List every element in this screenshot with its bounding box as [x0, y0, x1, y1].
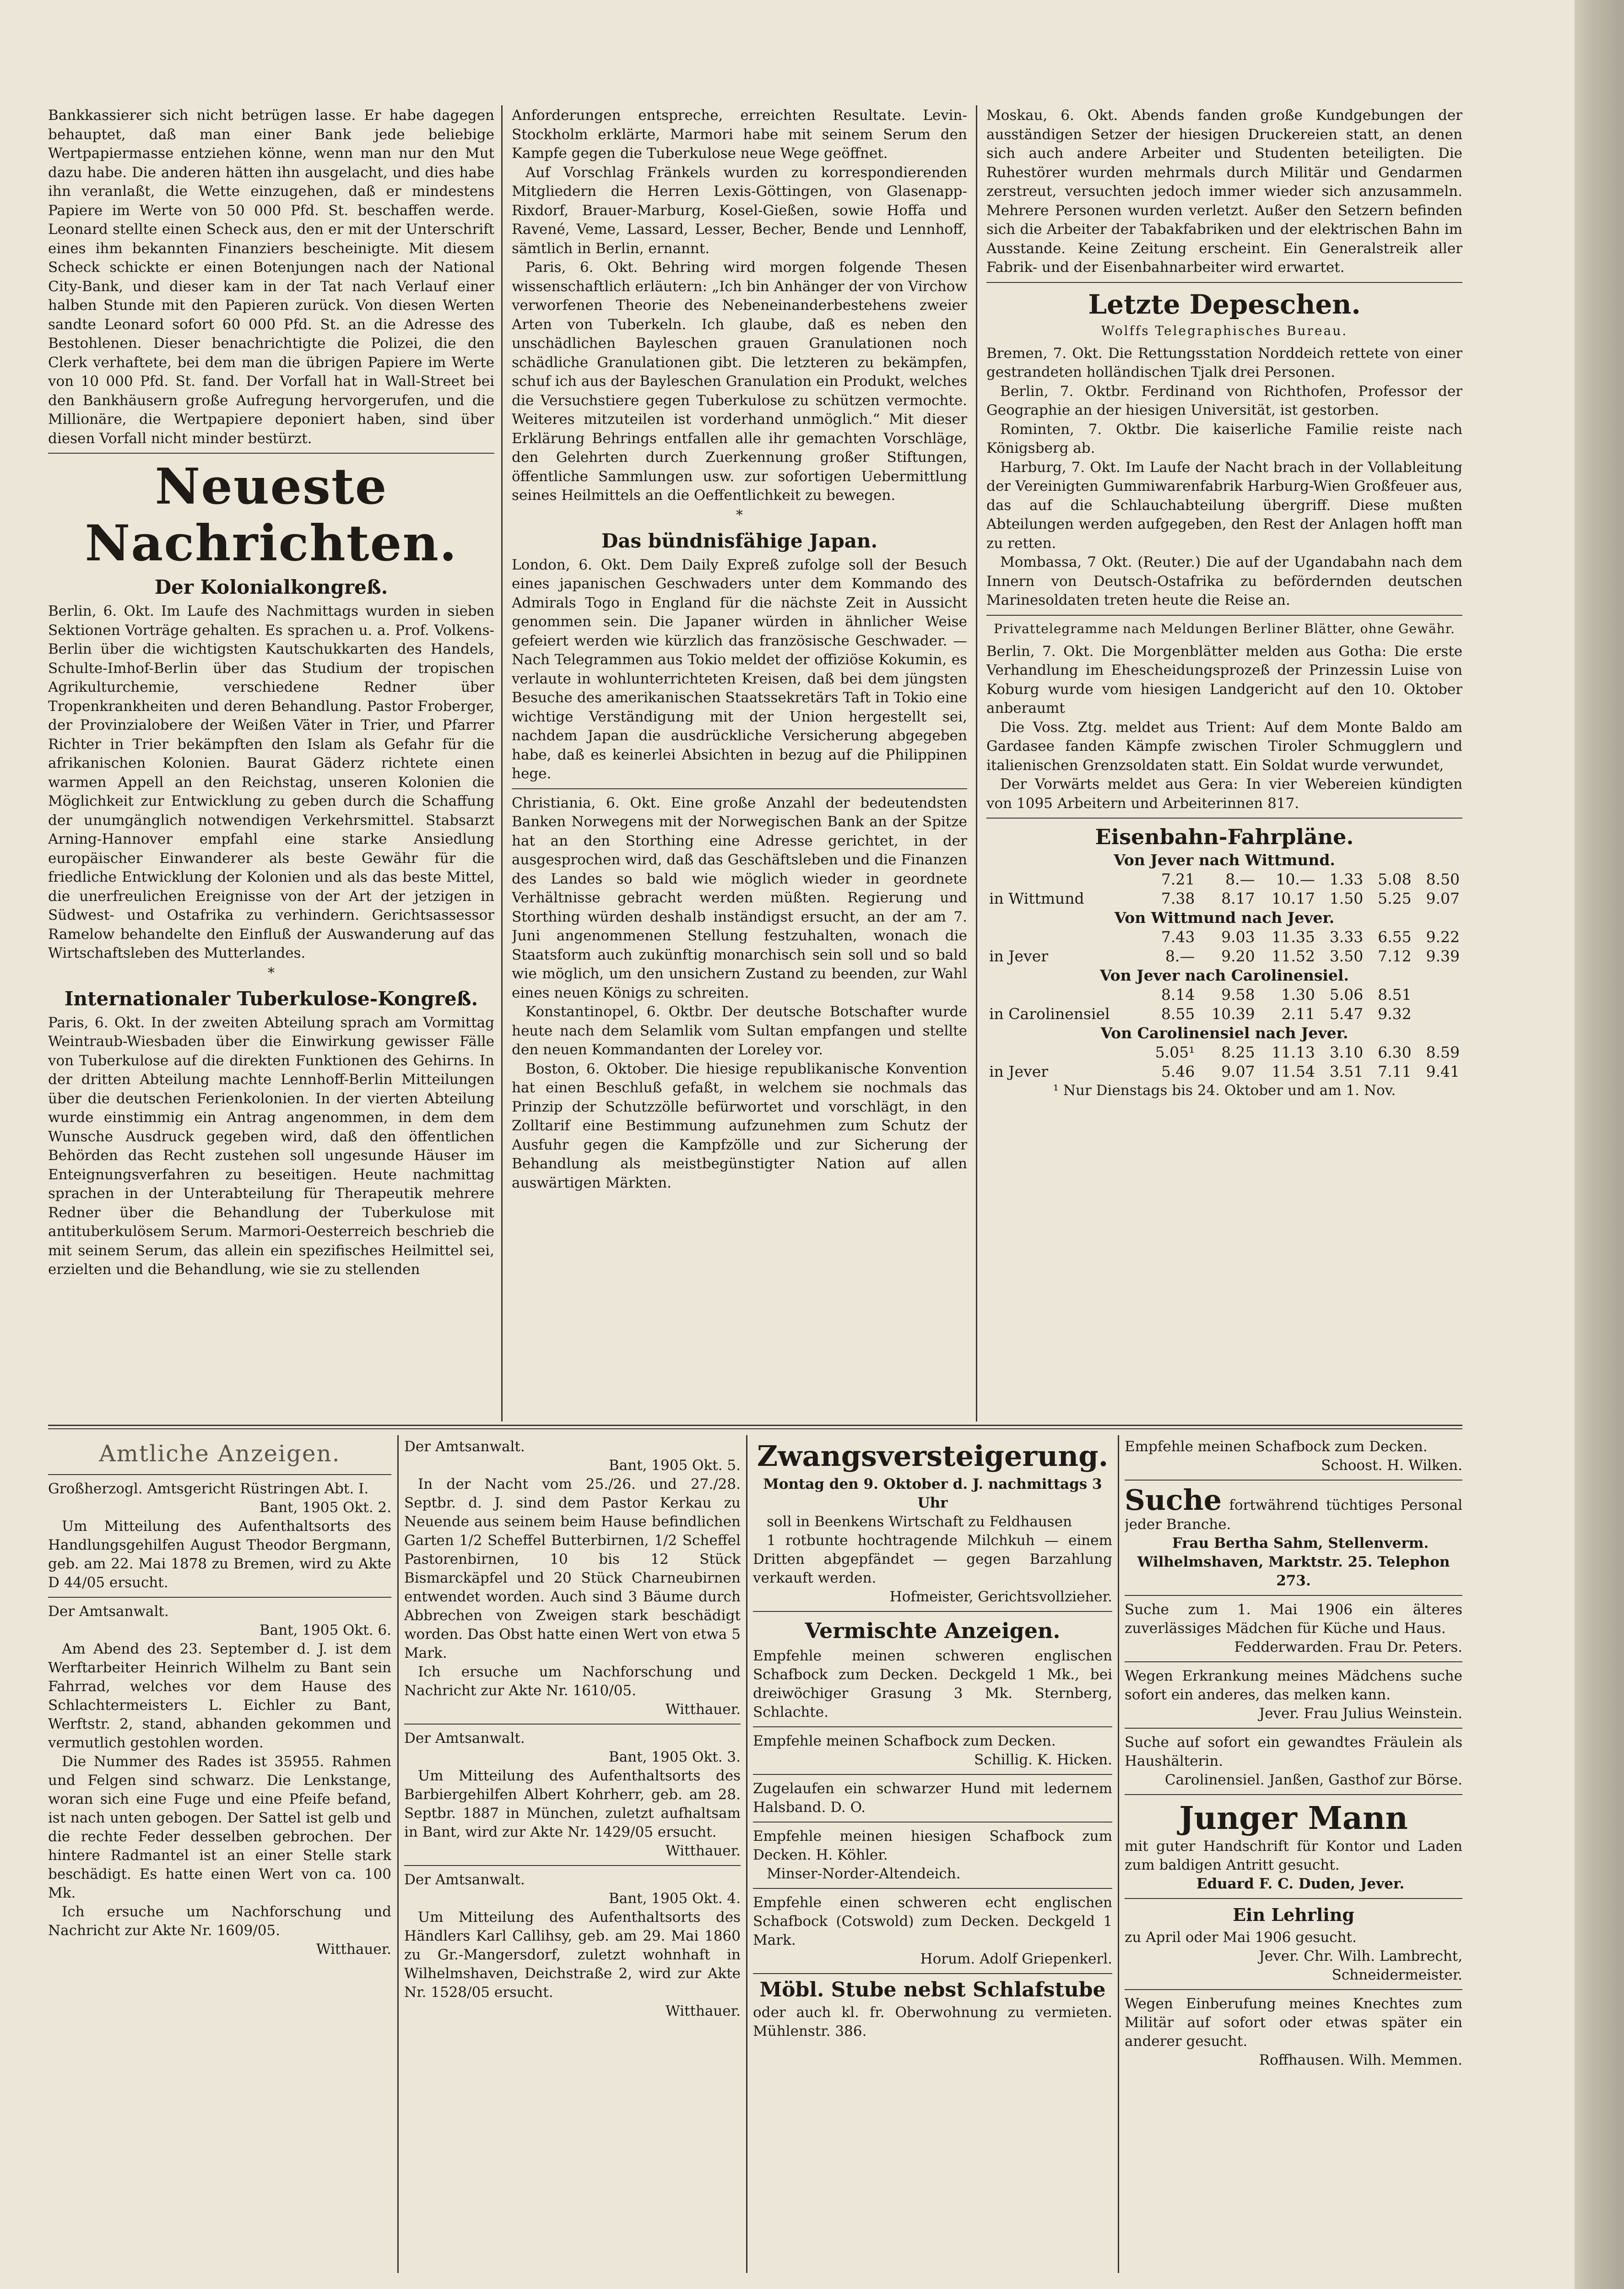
ad-signature: Fedderwarden. Frau Dr. Peters. — [1234, 1639, 1462, 1655]
ad-body: Empfehle meinen Schafbock zum Decken. — [753, 1733, 1056, 1749]
divider — [753, 1822, 1112, 1823]
column-3 — [986, 106, 1462, 1420]
kolonial-text: Berlin, 6. Okt. Im Laufe des Nachmittags wurden in sieben Sektionen Vorträge gehalten. Es sprachen u. a. Prof. Volkens-Berlin über die wichtigsten Kautschukkarten des Handels, Schulte-Imhof-Berlin über das Studium der tropischen Agrikulturchemie, verschiedene Redner über Tropenkrankheiten und deren Behandlung. Pastor Froberger, der Provinzialobere der Weißen Väter in Trier, und Pfarrer Richter in Trier bekämpften den Islam als Gefahr für die afrikanischen Kolonien. Baurat Gäderz richtete einen warmen Appell an den Reichstag, unseren Kolonien die Möglichkeit zur Entwicklung zu geben durch die Schaffung der unumgänglich notwendigen Verkehrsmittel. Stabsarzt Arning-Hannover empfahl eine starke Ansiedlung europäischer Einwanderer als beste Gewähr für die friedliche Entwicklung der Kolonien und als das beste Mittel, die unerfreulichen Ereignisse von der Art der jetzigen in Südwest- und Ostafrika zu verhindern. Gerichtsassessor Ramelow behandelte den Einfluß der Auswanderung auf das Wirtschaftsleben des Mutterlandes. — [48, 603, 494, 961]
depesche: Berlin, 7. Oktbr. Ferdinand von Richthofen, Professor der Geographie an der hiesigen Universität, ist gestorben. — [986, 383, 1462, 418]
ad-line: Der Amtsanwalt. — [404, 1871, 525, 1888]
divider — [48, 1474, 391, 1475]
time: 8.17 — [1221, 890, 1255, 907]
japan-text: London, 6. Okt. Dem Daily Expreß zufolge soll der Besuch eines japanischen Geschwaders unter dem Kommando des Admirals Togo in England für die nächste Zeit in Aussicht genommen sein. Die Japaner würden in ähnlicher Weise gefeiert werden wie kürzlich das französische Geschwader. — Nach Telegrammen aus Tokio meldet der offiziöse Kokumin, es verlaute in wohlunterrichteten Kreisen, daß bei dem jüngsten Besuche des amerikanischen Staatssekretärs Taft in Tokio eine wichtige Verständigung mit der Union hergestellt sei, nachdem Japan die ausdrückliche Versicherung abgegeben habe, daß es keinerlei Absichten in bezug auf die Philippinen hege. — [512, 556, 967, 782]
divider — [986, 818, 1462, 819]
article-continuation: Bankkassierer sich nicht betrügen lasse. Er habe dagegen behauptet, daß man einer Bank jede beliebige Wertpapiermasse entziehen könne, wenn man nur den Mut dazu habe. Die anderen hätten ihn ausgelacht, und dies habe ihn veranlaßt, die Wette einzugehen, daß er mindestens Papiere im Werte von 50 000 Pfd. St. beschaffen werde. Leonard stellte einen Scheck aus, den er mit der Unterschrift eines ihm bekannten Finanziers bescheinigte. Mit diesem Scheck schickte er einen Botenjungen nach der National City-Bank, und dieser kam in der Tat nach Verlauf einer halben Stunde mit den Papieren zurück. Von diesen Werten sandte Leonard sofort 60 000 Pfd. St. an die Adresse des Bestohlenen. Dieser benachrichtigte die Polizei, die den Clerk verhaftete, bei dem man die übrigen Papiere im Werte von 10 000 Pfd. St. fand. Der Vorfall hat in Wall-Street bei den Bankhäusern große Aufregung hervorgerufen, und die Millionäre, die Wertpapiere deponiert haben, sind über diesen Vorfall nicht minder bestürzt. — [48, 107, 494, 447]
fahrplan-title: Eisenbahn-Fahrpläne. — [1095, 824, 1354, 849]
ad-body: soll in Beenkens Wirtschaft zu Feldhausen — [767, 1513, 1072, 1530]
ad-signature: Horum. Adolf Griepenkerl. — [920, 1951, 1112, 1967]
empty-cell — [1414, 1004, 1462, 1024]
time: 10.17 — [1272, 890, 1315, 907]
vermischte-title: Vermischte Anzeigen. — [805, 1618, 1061, 1643]
time: 6.55 — [1378, 928, 1412, 946]
kolonial-title: Der Kolonialkongreß. — [154, 576, 388, 598]
ad-body: Ich ersuche um Nachforschung und Nachricht zur Akte Nr. 1610/05. — [404, 1664, 741, 1699]
empty-cell — [1414, 985, 1462, 1004]
column-rule-2 — [976, 105, 977, 1421]
section-title: Neueste Nachrichten. — [85, 458, 458, 572]
divider — [986, 615, 1462, 616]
ad-date: Bant, 1905 Okt. 2. — [259, 1499, 391, 1516]
ad-body: Wegen Erkrankung meines Mädchens suche sofort ein anderes, das melken kann. — [1125, 1668, 1462, 1703]
ad-date: Bant, 1905 Okt. 5. — [608, 1457, 741, 1474]
time: 1.33 — [1329, 870, 1364, 888]
depeschen-subtitle: Wolffs Telegraphisches Bureau. — [1101, 323, 1348, 338]
time: 9.22 — [1426, 928, 1460, 946]
timetable-row — [986, 889, 1462, 908]
divider — [1125, 1595, 1462, 1596]
moebl-title: Möbl. Stube nebst Schlafstube — [759, 1978, 1106, 2002]
ads-rule-3 — [1118, 1435, 1119, 2273]
station — [986, 985, 1142, 1004]
time: 8.— — [1225, 870, 1255, 888]
time: 9.20 — [1221, 947, 1255, 965]
section-rule-2 — [48, 1428, 1462, 1429]
time: 5.05¹ — [1155, 1043, 1195, 1061]
timetable-section-title: Von Jever nach Carolinensiel. — [1100, 966, 1349, 984]
ad-body: 1 rotbunte hochtragende Milchkuh — einem Dritten abgepfändet — gegen Barzahlung verkauft werden. — [753, 1532, 1112, 1586]
divider — [512, 788, 967, 789]
time: 9.03 — [1221, 928, 1255, 946]
suche-text: fortwährend tüchtiges Personal jeder Branche. — [1125, 1497, 1462, 1533]
ad-signature: Eduard F. C. Duden, Jever. — [1196, 1876, 1405, 1892]
ad-body: Um Mitteilung des Aufenthaltsorts des Händlers Karl Callihsy, geb. am 29. Mai 1860 zu Gr.-Mangersdorf, zuletzt wohnhaft in Wilhelmshaven, Deichstraße 2, wird zur Akte Nr. 1528/05 ersucht. — [404, 1909, 741, 2001]
paragraph: Auf Vorschlag Fränkels wurden zu korrespondierenden Mitgliedern die Herren Lexis-Göttingen, von Glasenapp-Rixdorf, Brauer-Marburg, Kosel-Gießen, sowie Hoffa und Ravené, Veme, Lassard, Lesser, Becher, Bende und Lennhoff, sämtlich in Berlin, ernannt. — [512, 164, 967, 257]
time: 9.07 — [1426, 890, 1460, 907]
ad-body: In der Nacht vom 25./26. und 27./28. Septbr. d. J. sind dem Pastor Kerkau zu Neuende aus seinem beim Hause befindlichen Garten 1/2 Scheffel Butterbirnen, 1/2 Scheffel Pastorenbirnen, 10 bis 12 Stück Bismarckäpfel und 20 Stück Charneubirnen entwendet worden. Auch sind 3 Bäume durch Abbrechen von Zweigen stark beschädigt worden. Das Obst hatte einen Wert von etwa 5 Mark. — [404, 1476, 741, 1661]
ad-body: Um Mitteilung des Aufenthaltsorts des Barbiergehilfen Albert Kohrherr, geb. am 28. Septbr. 1887 in München, zuletzt aufhaltsam in Bant, wird zur Akte Nr. 1429/05 ersucht. — [404, 1768, 741, 1840]
time: 7.38 — [1161, 890, 1195, 907]
time: 1.50 — [1329, 890, 1364, 907]
station — [986, 1043, 1142, 1062]
suche-ad — [1125, 1485, 1462, 1534]
timetable-row — [986, 928, 1462, 947]
private-telegram: Der Vorwärts meldet aus Gera: In vier Webereien kündigten von 1095 Arbeitern und Arbeiterinnen 817. — [986, 776, 1462, 812]
ad-body: Zugelaufen ein schwarzer Hund mit ledernem Halsband. D. O. — [753, 1780, 1112, 1816]
timetable — [986, 851, 1462, 1081]
ads-column-3 — [753, 1437, 1112, 2275]
time: 5.06 — [1329, 986, 1364, 1003]
paragraph: Konstantinopel, 6. Oktbr. Der deutsche Botschafter wurde heute nach dem Selamlik vom Sultan empfangen und stellte den neuen Kommandanten der Loreley vor. — [512, 1003, 967, 1058]
time: 9.58 — [1221, 986, 1255, 1003]
ad-signature: Jever. Frau Julius Weinstein. — [1259, 1705, 1462, 1722]
amtliche-title: Amtliche Anzeigen. — [99, 1440, 341, 1467]
ad-line: Der Amtsanwalt. — [404, 1730, 525, 1747]
depesche: Rominten, 7. Oktbr. Die kaiserliche Familie reiste nach Königsberg ab. — [986, 421, 1462, 456]
time: 10.— — [1276, 870, 1315, 888]
time: 5.25 — [1378, 890, 1412, 907]
ad-body: Wegen Einberufung meines Knechtes zum Militär auf sofort oder etwas später ein anderer gesucht. — [1125, 1996, 1462, 2050]
time: 3.33 — [1329, 928, 1364, 946]
divider — [404, 1724, 741, 1725]
ads-column-2 — [404, 1437, 741, 2275]
divider — [753, 1888, 1112, 1889]
column-2 — [512, 106, 967, 1420]
time: 3.50 — [1329, 947, 1364, 965]
time: 9.32 — [1378, 1005, 1412, 1023]
time: 7.11 — [1378, 1063, 1412, 1080]
timetable-row — [986, 1062, 1462, 1081]
column-1 — [48, 106, 494, 1420]
ad-date: Bant, 1905 Okt. 3. — [608, 1749, 741, 1765]
ad-signature: Schillig. K. Hicken. — [974, 1752, 1112, 1768]
depesche: Harburg, 7. Okt. Im Laufe der Nacht brach in der Vollableitung der Vereinigten Gummiwarenfabrik Harburg-Wien Großfeuer aus, das auf die Schlauchabteilung übergriff. Diese mußten Abteilungen werden aufgegeben, den Rest der Anlagen hofft man zu retten. — [986, 459, 1462, 552]
time: 6.30 — [1378, 1043, 1412, 1061]
divider — [1125, 1989, 1462, 1990]
junger-title: Junger Mann — [1179, 1800, 1408, 1837]
timetable-row — [986, 985, 1462, 1004]
japan-title: Das bündnisfähige Japan. — [601, 529, 878, 552]
separator-star: * — [736, 507, 743, 523]
ad-line: Montag den 9. Oktober d. J. nachmittags 3 Uhr — [763, 1476, 1102, 1511]
time: 2.11 — [1281, 1005, 1315, 1023]
divider — [1125, 1794, 1462, 1795]
time: 11.35 — [1272, 928, 1315, 946]
time: 5.46 — [1161, 1063, 1195, 1080]
ad-signature: Frau Bertha Sahm, Stellenverm. Wilhelmshaven, Marktstr. 25. Telephon 273. — [1137, 1535, 1450, 1589]
suche-word: Suche — [1125, 1483, 1222, 1517]
ad-signature: Roffhausen. Wilh. Memmen. — [1259, 2052, 1462, 2068]
timetable-footnote: ¹ Nur Dienstags bis 24. Oktober und am 1. Nov. — [1053, 1082, 1396, 1099]
ad-body: Empfehle einen schweren echt englischen Schafbock (Cotswold) zum Decken. Deckgeld 1 Mark. — [753, 1894, 1112, 1948]
depeschen-title: Letzte Depeschen. — [1088, 288, 1361, 320]
divider — [1125, 1898, 1462, 1899]
time: 7.21 — [1161, 870, 1195, 888]
ad-signature: Witthauer. — [665, 2003, 741, 2019]
ad-line: Der Amtsanwalt. — [48, 1603, 169, 1620]
ads-rule-1 — [397, 1435, 399, 2273]
time: 8.50 — [1426, 870, 1460, 888]
ad-body: Suche zum 1. Mai 1906 ein älteres zuverlässiges Mädchen für Küche und Haus. — [1125, 1601, 1462, 1637]
separator-star: * — [268, 965, 275, 981]
time: 11.13 — [1272, 1043, 1315, 1061]
time: 9.39 — [1426, 947, 1460, 965]
station: in Jever — [989, 1063, 1049, 1080]
ads-column-1 — [48, 1437, 391, 2275]
ad-signature: Schoost. H. Wilken. — [1321, 1457, 1462, 1474]
station — [986, 928, 1142, 947]
ad-line: Minser-Norder-Altendeich. — [767, 1866, 961, 1882]
ad-signature: Jever. Chr. Wilh. Lambrecht, Schneidermeister. — [1259, 1948, 1462, 1983]
ad-line: Großherzogl. Amtsgericht Rüstringen Abt. I. — [48, 1481, 369, 1497]
private-title: Privattelegramme nach Meldungen Berliner Blätter, ohne Gewähr. — [994, 621, 1455, 636]
timetable-section-title: Von Carolinensiel nach Jever. — [1100, 1024, 1348, 1042]
divider — [404, 1865, 741, 1866]
tuberkulose-title: Internationaler Tuberkulose-Kongreß. — [64, 987, 478, 1010]
ad-line: Der Amtsanwalt. — [404, 1438, 525, 1455]
section-rule — [48, 1425, 1462, 1426]
paragraph: Christiania, 6. Okt. Eine große Anzahl der bedeutendsten Banken Norwegens mit der Norwegischen Bank an der Spitze hat an den Storthing eine Adresse gerichtet, in der ausgesprochen wird, daß das Geschäftsleben und die Finanzen des Landes so bald wie möglich wieder in geordnete Verhältnisse gebracht werden müßten. Regierung und Storthing würden deshalb inständigst ersucht, an der am 7. Juni angenommenen Stellung festzuhalten, wonach die Staatsform auch zukünftig monarchisch sein soll und so bald wie möglich, um den unsichern Zustand zu beenden, zur Wahl eines neuen Königs zu schreiten. — [512, 794, 967, 1001]
ad-signature: Witthauer. — [665, 1701, 741, 1718]
paragraph: Boston, 6. Oktober. Die hiesige republikanische Konvention hat einen Beschluß gefaßt, in welchem sie nochmals das Prinzip der Schutzzölle befürwortet und vorschlägt, in den Zolltarif eine Bestimmung aufzunehmen zum Schutz der Ausfuhr gegen die Kampfzölle und zur Sicherung der Behandlung als meistbegünstigter Nation auf allen auswärtigen Märkten. — [512, 1060, 967, 1191]
ad-signature: Witthauer. — [316, 1941, 391, 1958]
ad-body: oder auch kl. fr. Oberwohnung zu vermieten. Mühlenstr. 386. — [753, 2004, 1112, 2039]
time: 3.51 — [1329, 1063, 1364, 1080]
depesche: Mombassa, 7 Okt. (Reuter.) Die auf der Ugandabahn nach dem Innern von Deutsch-Ostafrika zu befördernden deutschen Marinesoldaten treten heute die Reise an. — [986, 554, 1462, 608]
time: 11.54 — [1272, 1063, 1315, 1080]
time: 1.30 — [1281, 986, 1315, 1003]
ad-date: Bant, 1905 Okt. 4. — [608, 1890, 741, 1907]
ad-body: Suche auf sofort ein gewandtes Fräulein als Haushälterin. — [1125, 1734, 1462, 1769]
timetable-row — [986, 1043, 1462, 1062]
ad-date: Bant, 1905 Okt. 6. — [259, 1622, 391, 1638]
timetable-section-title: Von Jever nach Wittmund. — [1114, 851, 1335, 869]
ad-body: Am Abend des 23. September d. J. ist dem Werftarbeiter Heinrich Wilhelm zu Bant sein Fahrrad, welches vor dem Hause des Schlachtermeisters L. Eichler zu Bant, Werftstr. 2, stand, abhanden gekommen und vermutlich gestohlen worden. — [48, 1641, 391, 1751]
time: 8.55 — [1161, 1005, 1195, 1023]
divider — [753, 1774, 1112, 1775]
time: 8.— — [1165, 947, 1195, 965]
divider — [1125, 1480, 1462, 1481]
divider — [1125, 1728, 1462, 1729]
timetable-row — [986, 947, 1462, 966]
ad-signature: Hofmeister, Gerichtsvollzieher. — [889, 1589, 1112, 1605]
ad-body: zu April oder Mai 1906 gesucht. — [1125, 1929, 1357, 1946]
divider — [986, 282, 1462, 283]
paragraph: Anforderungen entspreche, erreichten Resultate. Levin-Stockholm erklärte, Marmori habe mit seinem Serum den Kampfe gegen die Tuberkulose neue Wege geöffnet. — [512, 107, 967, 162]
time: 10.39 — [1212, 1005, 1255, 1023]
divider — [753, 1611, 1112, 1612]
ad-signature: Witthauer. — [665, 1843, 741, 1859]
time: 8.14 — [1161, 986, 1195, 1003]
time: 5.08 — [1378, 870, 1412, 888]
ad-body: Empfehle meinen schweren englischen Schafbock zum Decken. Deckgeld 1 Mk., bei dreiwöchiger Grasung 3 Mk. Sternberg, Schlachte. — [753, 1648, 1112, 1720]
station: in Jever — [989, 947, 1049, 965]
lehrling-title: Ein Lehrling — [1233, 1904, 1354, 1925]
divider — [1125, 1661, 1462, 1662]
timetable-section-title: Von Wittmund nach Jever. — [1114, 909, 1335, 927]
time: 8.25 — [1221, 1043, 1255, 1061]
ad-body: Ich ersuche um Nachforschung und Nachricht zur Akte Nr. 1609/05. — [48, 1904, 391, 1939]
station: in Wittmund — [989, 890, 1084, 907]
ad-body: Empfehle meinen Schafbock zum Decken. — [1125, 1438, 1428, 1455]
station: in Carolinensiel — [989, 1005, 1110, 1023]
page-edge — [1575, 0, 1624, 2289]
divider — [753, 1726, 1112, 1727]
divider — [48, 1597, 391, 1598]
column-rule-1 — [501, 105, 503, 1421]
moskau-text: Moskau, 6. Okt. Abends fanden große Kundgebungen der ausständigen Setzer der hiesigen Druckereien statt, an denen sich auch andere Arbeiter und Studenten beteiligten. Die Ruhestörer wurden mehrmals durch Militär und Gendarmen zerstreut, versuchten jedoch immer wieder sich anzusammeln. Mehrere Personen wurden verletzt. Außer den Setzern befinden sich die Arbeiter der Tabakfabriken und der elektrischen Bahn im Ausstande. Keine Zeitung erscheint. Ein Generalstreik aller Fabrik- und der Eisenbahnarbeiter wird erwartet. — [986, 107, 1462, 276]
ad-signature: Carolinensiel. Janßen, Gasthof zur Börse. — [1164, 1772, 1462, 1788]
time: 7.12 — [1378, 947, 1412, 965]
timetable-row — [986, 870, 1462, 889]
time: 9.41 — [1426, 1063, 1460, 1080]
time: 8.59 — [1426, 1043, 1460, 1061]
time: 11.52 — [1272, 947, 1315, 965]
tuberkulose-text: Paris, 6. Okt. In der zweiten Abteilung sprach am Vormittag Weintraub-Wiesbaden über die Einwirkung gewisser Fälle von Tuberkulose auf die direkten Funktionen des Gehirns. In der dritten Abteilung machte Lennhoff-Berlin Mitteilungen über die deutschen Ferienkolonien. In der vierten Abteilung wurde einstimmig ein Antrag angenommen, in dem dem Wunsche Ausdruck gegeben wird, daß den öffentlichen Behörden das Recht zustehen soll ungesunde Häuser im Enteignungsverfahren zu beseitigen. Heute nachmittag sprachen in der Unterabteilung für Therapeutik mehrere Redner über die Behandlung der Tuberkulose mit antituberkulösem Serum. Marmori-Oesterreich beschrieb die mit seinem Serum, das allein ein spezifisches Heilmittel sei, erzielten und die Behandlung, wie sie zu stellenden — [48, 1014, 494, 1278]
ad-body: Um Mitteilung des Aufenthaltsorts des Handlungsgehilfen August Theodor Bergmann, geb. am 22. Mai 1878 zu Bremen, wird zu Akte D 44/05 ersucht. — [48, 1518, 391, 1591]
divider — [48, 453, 494, 454]
paragraph: Paris, 6. Okt. Behring wird morgen folgende Thesen wissenschaftlich erläutern: „Ich bin Anhänger der von Virchow verworfenen Theorie des Nebeneinanderbestehens zweier Arten von Tuberkeln. Ich glaube, daß es neben den unschädlichen Bayleschen grauen Granulationen noch schädliche Granulationen gibt. Die letzteren zu bekämpfen, schuf ich aus der Bayleschen Granulation ein Produkt, welches die Versuchstiere gegen Tuberkulose zu schützen vermochte. Weiteres mitzuteilen ist vorderhand unmöglich.“ Mit dieser Erklärung Behrings entfallen alle ihr gemachten Vorschläge, den Gelehrten durch Zuerkennung großer Stiftungen, öffentliche Sammlungen usw. zur sofortigen Uebermittlung seines Heilmittels an die Oeffentlichkeit zu bewegen. — [512, 259, 967, 504]
timetable-row — [986, 1004, 1462, 1024]
time: 9.07 — [1221, 1063, 1255, 1080]
station — [986, 870, 1142, 889]
ad-body: Die Nummer des Rades ist 35955. Rahmen und Felgen sind schwarz. Die Lenkstange, woran sich eine Fuge und eine Pfeife befand, ist nach unten gebogen. Der Sattel ist gelb und die rechte Feder desselben gebrochen. Der hintere Radmantel ist an einer Stelle stark beschädigt. Es hatte einen Wert von ca. 100 Mk. — [48, 1753, 391, 1901]
zwang-title: Zwangsversteigerung. — [757, 1439, 1109, 1473]
time: 7.43 — [1161, 928, 1195, 946]
ads-rule-2 — [746, 1435, 747, 2273]
time: 3.10 — [1329, 1043, 1364, 1061]
ad-body: mit guter Handschrift für Kontor und Laden zum baldigen Antritt gesucht. — [1125, 1838, 1462, 1873]
private-telegram: Berlin, 7. Okt. Die Morgenblätter melden aus Gotha: Die erste Verhandlung im Ehescheidungsprozeß der Prinzessin Luise von Koburg wurde vom hiesigen Landgericht auf den 10. Oktober anberaumt — [986, 643, 1462, 716]
ads-column-4 — [1125, 1437, 1462, 2275]
ad-body: Empfehle meinen hiesigen Schafbock zum Decken. H. Köhler. — [753, 1828, 1112, 1863]
private-telegram: Die Voss. Ztg. meldet aus Trient: Auf dem Monte Baldo am Gardasee fanden Kämpfe zwischen Tiroler Schmugglern und italienischen Grenzsoldaten statt. Ein Soldat wurde verwundet, — [986, 719, 1462, 774]
time: 8.51 — [1378, 986, 1412, 1003]
depesche: Bremen, 7. Okt. Die Rettungsstation Norddeich rettete von einer gestrandeten holländischen Tjalk drei Personen. — [986, 345, 1462, 380]
time: 5.47 — [1329, 1005, 1364, 1023]
divider — [753, 1973, 1112, 1974]
